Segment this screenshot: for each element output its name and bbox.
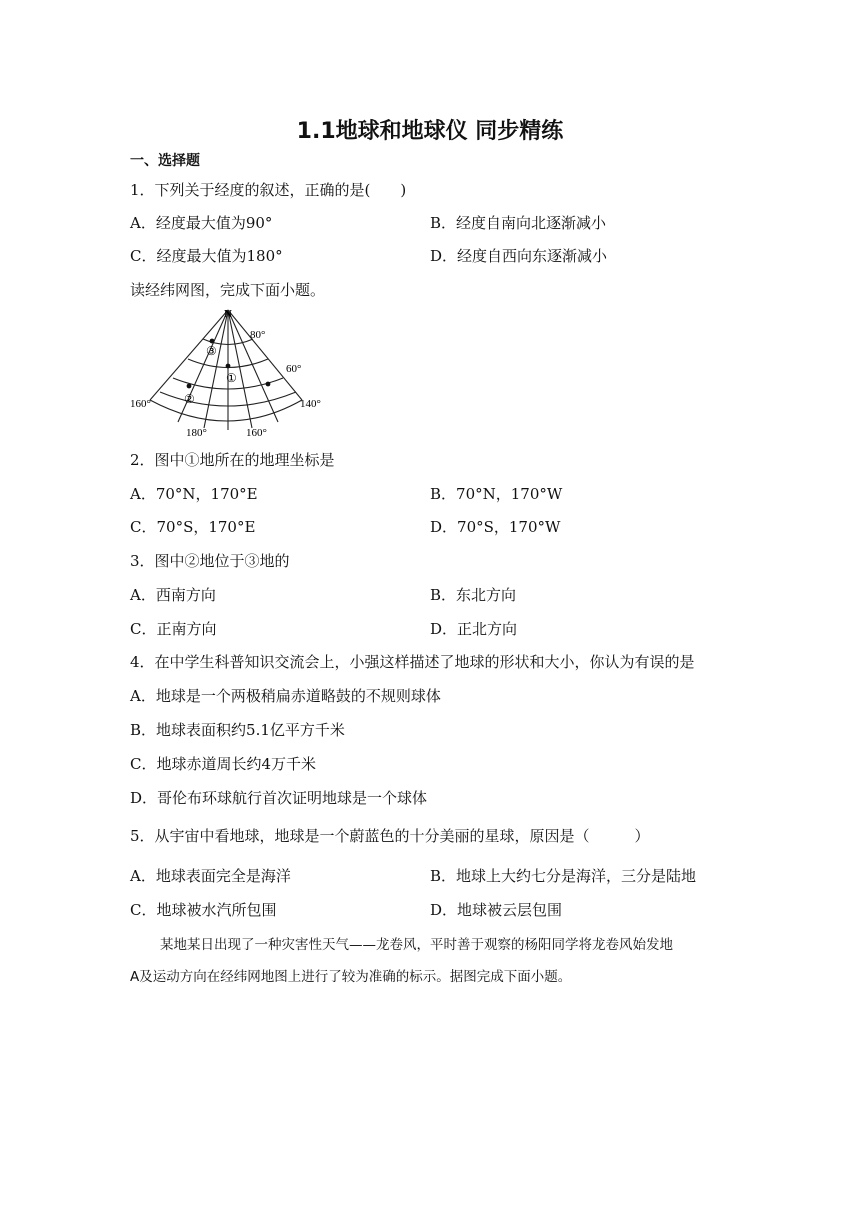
question-4-option-a: A．地球是一个两极稍扁赤道略鼓的不规则球体 [130,687,441,705]
map-intro: 读经纬网图，完成下面小题。 [130,281,326,299]
question-2-stem: 2．图中①地所在的地理坐标是 [130,451,335,469]
map-north-label: N [224,308,232,320]
question-3-option-c: C．正南方向 [130,620,217,638]
question-3-option-d: D．正北方向 [430,620,518,638]
question-3-stem: 3．图中②地位于③地的 [130,552,290,570]
question-1-option-b: B．经度自南向北逐渐减小 [430,214,607,232]
question-5-option-d: D．地球被云层包围 [430,901,563,919]
map-lon-160-left-label: 160° [130,398,151,410]
question-5-stem: 5．从宇宙中看地球，地球是一个蔚蓝色的十分美丽的星球，原因是（ ） [130,827,650,845]
map-point-3-label: ③ [206,344,217,358]
question-4-option-c: C．地球赤道周长约4万千米 [130,755,317,773]
map-lon-180-label: 180° [186,427,207,439]
question-4-stem: 4．在中学生科普知识交流会上，小强这样描述了地球的形状和大小，你认为有误的是 [130,653,695,671]
section-heading: 一、选择题 [130,153,200,169]
question-2-option-d: D．70°S，170°W [430,518,561,536]
map-lat-80-label: 80° [250,329,266,341]
question-1-option-c: C．经度最大值为180° [130,247,283,265]
page-title: 1.1地球和地球仪 同步精练 [296,119,564,144]
passage-line-1: 某地某日出现了一种灾害性天气——龙卷风，平时善于观察的杨阳同学将龙卷风始发地 [160,937,673,953]
map-lon-160-bottom-label: 160° [246,427,267,439]
question-1-option-a: A．经度最大值为90° [130,214,273,232]
question-1-stem: 1．下列关于经度的叙述，正确的是( ) [130,181,407,199]
question-3-option-a: A．西南方向 [130,586,216,604]
question-5-option-c: C．地球被水汽所包围 [130,901,277,919]
map-lon-140-right-label: 140° [300,398,321,410]
question-4-option-d: D．哥伦布环球航行首次证明地球是一个球体 [130,789,428,807]
question-3-option-b: B．东北方向 [430,586,517,604]
graticule-map [128,304,340,442]
question-2-option-c: C．70°S，170°E [130,518,256,536]
question-2-option-a: A．70°N，170°E [130,485,258,503]
question-4-option-b: B．地球表面积约5.1亿平方千米 [130,721,345,739]
passage-line-2: A及运动方向在经纬网地图上进行了较为准确的标示。据图完成下面小题。 [130,969,572,985]
question-5-option-a: A．地球表面完全是海洋 [130,867,291,885]
question-2-option-b: B．70°N，170°W [430,485,563,503]
map-point-1-label: ① [226,371,237,385]
map-point-2-label: ② [184,392,195,406]
question-1-option-d: D．经度自西向东逐渐减小 [430,247,608,265]
map-lat-60-label: 60° [286,363,302,375]
question-5-option-b: B．地球上大约七分是海洋，三分是陆地 [430,867,697,885]
